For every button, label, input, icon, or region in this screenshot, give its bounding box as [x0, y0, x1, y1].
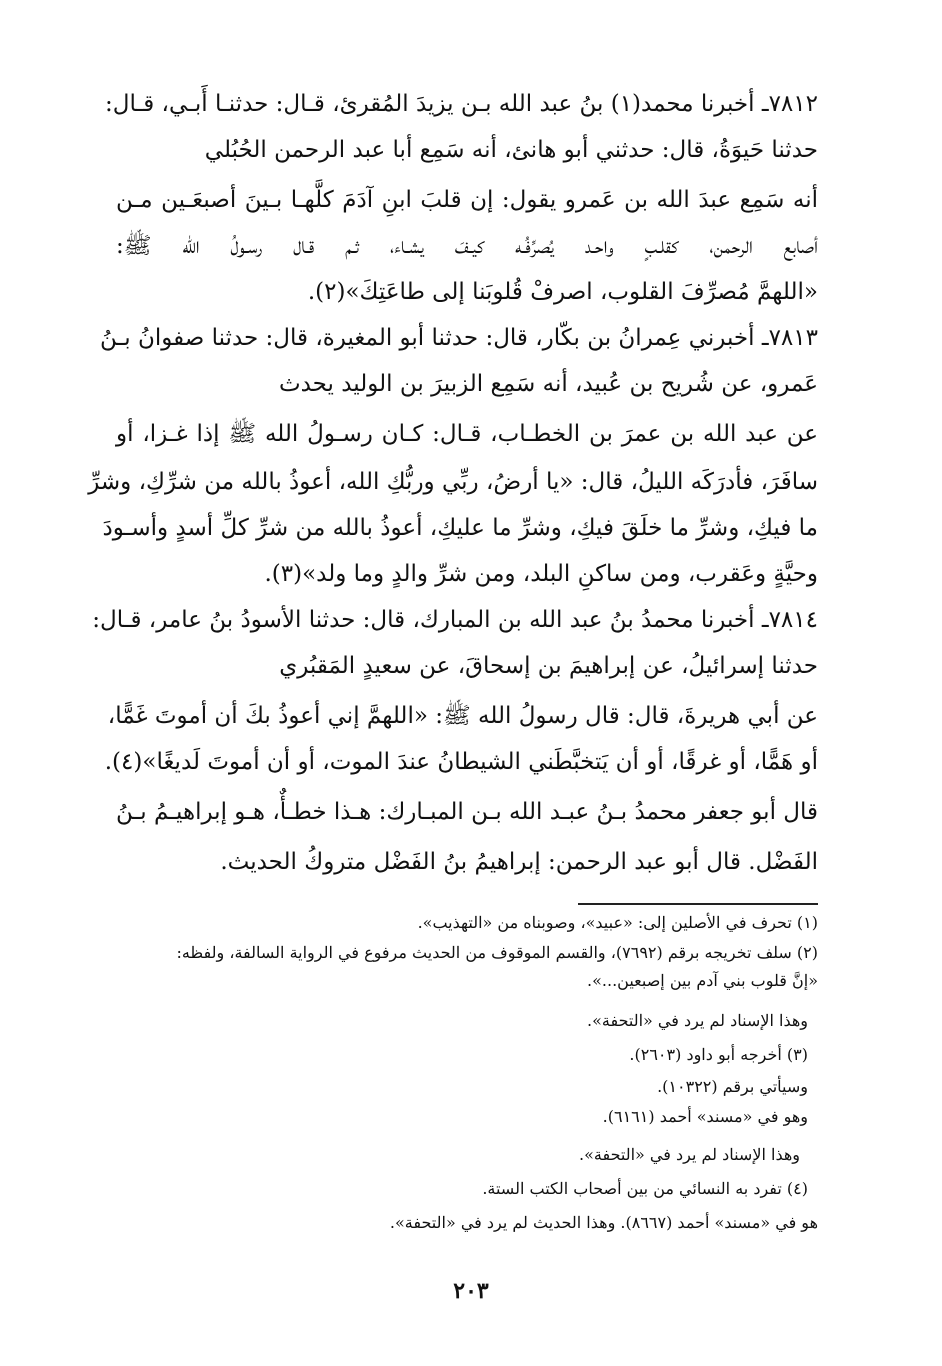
footnote-line: وهذا الإسناد لم يرد في «التحفة». [587, 1011, 808, 1030]
text-line: عن أبي هريرةَ، قال: قال رسولُ الله ﷺ: «اللهمَّ إني أعوذُ بكَ أن أموتَ غَمًّا، [107, 703, 818, 729]
footnote-line: (٢) سلف تخريجه برقم (٧٦٩٢)، والقسم الموقوف من الحديث مرفوع في الرواية السالفة، ولفظه: [176, 943, 818, 962]
text-line: «اللهمَّ مُصرِّفَ القلوب، اصرفْ قُلوبَنا إلى طاعَتِكَ»(٢). [307, 279, 818, 305]
footnote-line: «إنَّ قلوب بني آدم بين إصبعين...». [587, 971, 818, 990]
text-line: سافَرَ، فأدرَكَه الليلُ، قال: «يا أرضُ، ربِّي وربُّكِ الله، أعوذُ بالله من شرِّكِ، وشرِّ [88, 469, 818, 495]
text-line: وحيَّةٍ وعَقرب، ومن ساكنِ البلد، ومن شرِّ والدٍ وما ولد»(٣). [264, 561, 818, 587]
text-line: أنه سَمِع عبدَ الله بن عَمرو يقول: إن قلبَ ابنِ آدَمَ كلَّهـا بـينَ أصبعَـين مـن [116, 187, 819, 213]
footnote-line: (١) تحرف في الأصلين إلى: «عبيد»، وصوبناه من «التهذيب». [417, 913, 818, 932]
text-line: ٧٨١٣ـ أخبرني عِمرانُ بن بكّار، قال: حدثنا أبو المغيرة، قال: حدثنا صفوانُ بـنُ [100, 325, 818, 351]
footnote-line: وهو في «مسند» أحمد (٦١٦١). [602, 1107, 808, 1126]
text-line: ما فيكِ، وشرِّ ما خلَقَ فيكِ، وشرِّ ما عليكِ، أعوذُ بالله من شرِّ كلِّ أسدٍ وأسـودَ [102, 515, 818, 541]
footnote-separator [578, 903, 818, 905]
text-line: ٧٨١٢ـ أخبرنا محمد(١) بنُ عبد الله بـن يزيدَ المُقرئ، قـال: حدثنـا أَبـي، قـال: [105, 91, 818, 117]
text-line: حدثنا حَيوَةُ، قال: حدثني أبو هانئ، أنه سَمِع أبا عبد الرحمن الحُبُلي [204, 137, 818, 163]
text-line: عن عبد الله بن عمرَ بن الخطـاب، قـال: كـان رسـولُ الله ﷺ إذا غـزا، أو [116, 421, 818, 447]
text-line: ٧٨١٤ـ أخبرنا محمدُ بنُ عبد الله بن المبارك، قال: حدثنا الأسودُ بنُ عامر، قـال: [92, 607, 818, 633]
footnote-line: هو في «مسند» أحمد (٨٦٦٧). وهذا الحديث لم يرد في «التحفة». [389, 1213, 818, 1232]
text-line: عَمرو، عن شُريح بن عُبيد، أنه سَمِع الزبيرَ بن الوليد يحدث [278, 371, 818, 397]
text-line: حدثنا إسرائيلُ، عن إبراهيمَ بن إسحاقَ، عن سعيدٍ المَقبُري [279, 653, 818, 679]
footnote-line: وهذا الإسناد لم يرد في «التحفة». [579, 1145, 800, 1164]
text-line: أو هَمًّا، أو غرقًا، أو أن يَتخبَّطَني الشيطانُ عندَ الموت، أو أن أموتَ لَديغًا»(٤). [104, 749, 818, 775]
footnote-line: (٤) تفرد به النسائي من بين أصحاب الكتب الستة. [482, 1179, 808, 1198]
page-number: ٢٠٣ [453, 1278, 489, 1304]
footnote-line: (٣) أخرجه أبو داود (٢٦٠٣). [629, 1045, 808, 1064]
text-line: أصابع الرحمن، كقلـبٍ واحـد يُصرِّفُـه كيـفَ يشـاء، ثـم قـال رسـولُ الله ﷺ: [116, 233, 818, 259]
text-line: الفَضْل. قال أبو عبد الرحمن: إبراهيمُ بنُ الفَضْل متروكُ الحديث. [220, 849, 818, 875]
footnote-line: وسيأتي برقم (١٠٣٢٢). [657, 1077, 808, 1096]
text-line: قال أبو جعفر محمدُ بـنُ عبـد الله بـن المبـارك: هـذا خطـأٌ، هـو إبراهيـمُ بـنُ [116, 799, 818, 825]
